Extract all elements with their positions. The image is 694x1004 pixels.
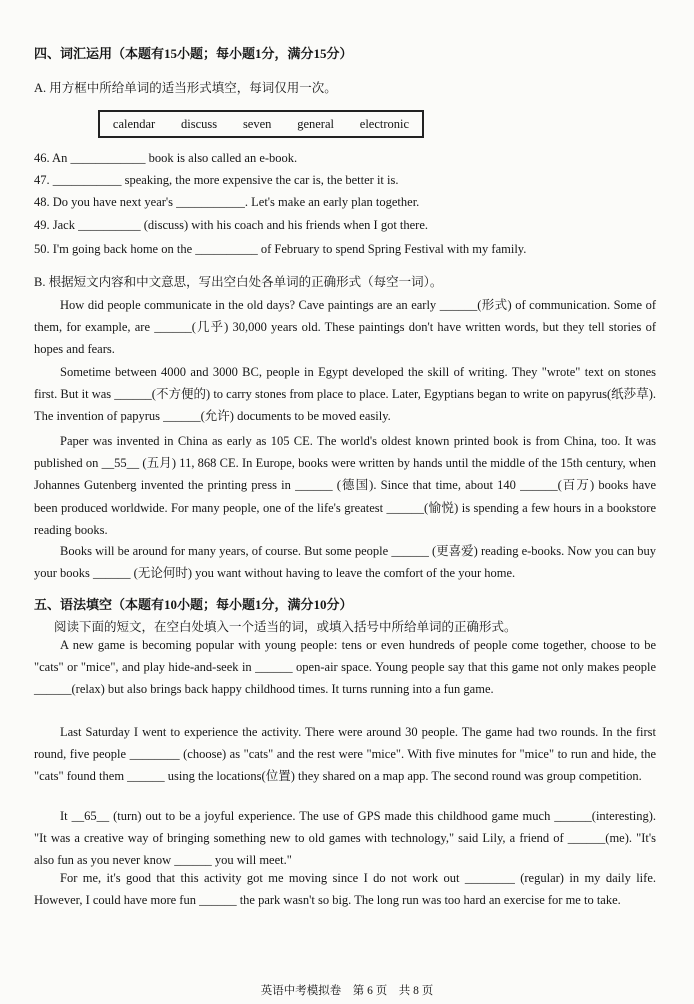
partB-paragraph-3: Paper was invented in China as early as 105 CE. The world's oldest known printed book is from China, too. It was published on __55__ (五月) 11, 868 CE. In Europe, books were written by hands until the middle of the 15th century, when Johannes Gutenberg invented the printing press in ______ (德国). Since that time, about 140 ______(百万) books have been produced worldwide. For many people, one of the life's greatest ______(愉悦) is spending a few hours in a bookstore reading books. xyxy=(34,434,656,537)
section5-paragraph-4: For me, it's good that this activity got me moving since I do not work out ________ (regular) in my daily life. However, I could have more fun ______ the park wasn't so big. The long run was too hard an exercise for me to take. xyxy=(34,871,656,908)
page-footer: 英语中考模拟卷 第 6 页 共 8 页 xyxy=(260,985,434,997)
word-box xyxy=(98,110,424,138)
question-48: 48. Do you have next year's ___________. Let's make an early plan together. xyxy=(34,195,420,209)
word-item: electronic xyxy=(359,116,410,131)
section5-paragraph-3: It __65__ (turn) out to be a joyful experience. The use of GPS made this childhood game much ______(interesting). "It was a creative way of bringing something new to old games with technology," said Lily, a friend of ______(me). "It's also fun as you never know ______ you will meet." xyxy=(34,809,656,868)
question-49: 49. Jack __________ (discuss) with his coach and his friends when I got there. xyxy=(34,218,429,232)
word-item: discuss xyxy=(181,116,218,131)
word-item: general xyxy=(297,116,334,131)
section5-paragraph-2: Last Saturday I went to experience the activity. There were around 30 people. The game had two rounds. In the first round, five people ________ (choose) as "cats" and the rest were "mice". With five minutes for "mice" to run and hide, the "cats" found them ______ using the locations(位置) they shared on a map app. The second round was group competition. xyxy=(34,725,656,784)
question-47: 47. ___________ speaking, the more expensive the car is, the better it is. xyxy=(34,173,399,187)
section5-paragraph-1: A new game is becoming popular with young people: tens or even hundreds of people come together, choose to be "cats" or "mice", and play hide-and-seek in ______ open-air space. Young people say that this game not only makes people ______(relax) but also brings back happy childhood times. It turns running into a fun game. xyxy=(34,638,656,697)
partB-paragraph-1: How did people communicate in the old days? Cave paintings are an early ______(形式) of communication. Some of them, for example, are ______(几乎) 30,000 years old. These paintings don't have written words, but they tell stories of hopes and fears. xyxy=(34,298,656,357)
section5-instruction: 阅读下面的短文，在空白处填入一个适当的词，或填入括号中所给单词的正确形式。 xyxy=(54,620,517,634)
question-50: 50. I'm going back home on the __________ of February to spend Spring Festival with my family. xyxy=(34,242,527,256)
partB-paragraph-4: Books will be around for many years, of course. But some people ______ (更喜爱) reading e-books. Now you can buy your books ______ (无论何时) you want without having to leave the comfort of the your home. xyxy=(34,544,656,581)
word-item: calendar xyxy=(112,116,156,131)
section4-title: 四、词汇运用（本题有15小题；每小题1分，满分15分） xyxy=(34,46,353,61)
question-46: 46. An ____________ book is also called an e-book. xyxy=(34,151,298,165)
word-item: seven xyxy=(242,116,272,131)
section5-title: 五、语法填空（本题有10小题；每小题1分，满分10分） xyxy=(34,597,353,612)
partB-paragraph-2: Sometime between 4000 and 3000 BC, people in Egypt developed the skill of writing. They "wrote" text on stones first. But it was ______(不方便的) to carry stones from place to place. Later, Egyptians began to write on papyrus(纸莎草). The invention of papyrus ______(允许) documents to be moved easily. xyxy=(34,365,656,424)
partB-title: B. 根据短文内容和中文意思，写出空白处各单词的正确形式（每空一词）。 xyxy=(34,275,443,289)
partA-title: A. 用方框中所给单词的适当形式填空，每词仅用一次。 xyxy=(34,81,337,95)
